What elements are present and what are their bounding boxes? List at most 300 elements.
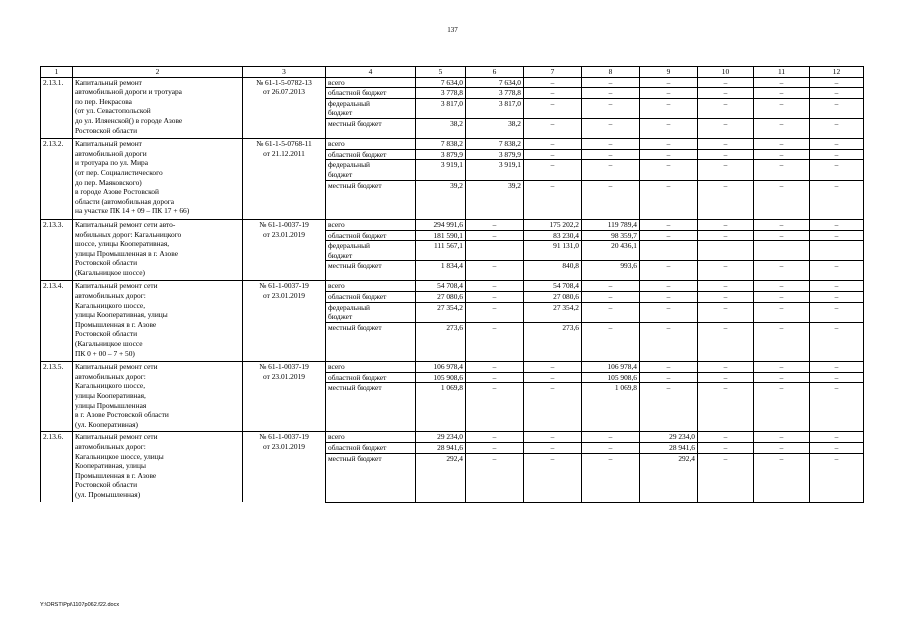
amount-cell: 119 789,4 — [582, 219, 640, 230]
amount-cell: 20 436,1 — [582, 241, 640, 261]
amount-cell: – — [640, 160, 698, 180]
amount-cell: 3 817,0 — [416, 98, 466, 118]
amount-cell: 38,2 — [416, 118, 466, 138]
amount-cell — [640, 241, 698, 261]
amount-cell: – — [466, 230, 524, 241]
amount-cell: – — [810, 443, 864, 454]
amount-cell: – — [810, 230, 864, 241]
description-line: Капитальный ремонт сети — [75, 362, 158, 372]
item-description — [73, 139, 243, 220]
amount-cell: 3 817,0 — [466, 98, 524, 118]
description-line: улицы Промышленная — [75, 400, 147, 410]
amount-cell: – — [754, 118, 810, 138]
amount-cell: 54 708,4 — [416, 281, 466, 292]
amount-cell: – — [466, 362, 524, 373]
reference-line: № 61-1-0037-19 — [259, 281, 309, 291]
amount-cell: – — [640, 383, 698, 432]
amount-cell: – — [810, 160, 864, 180]
amount-cell: – — [810, 219, 864, 230]
reference-line: от 26.07.2013 — [263, 87, 305, 97]
amount-cell: 294 991,6 — [416, 219, 466, 230]
description-line: Ростовской области — [75, 258, 138, 268]
page-number: 137 — [447, 26, 458, 34]
funding-source-line: областной бюджет — [328, 149, 387, 159]
amount-cell: 3 919,1 — [416, 160, 466, 180]
amount-cell: – — [754, 362, 810, 373]
amount-cell: 28 941,6 — [416, 443, 466, 454]
description-line: шоссе, улицы Кооперативная, — [75, 239, 170, 249]
description-line: (ул. Кооперативная) — [75, 419, 138, 429]
column-number: 4 — [326, 67, 416, 78]
amount-cell: – — [640, 322, 698, 361]
amount-cell: – — [640, 261, 698, 281]
amount-cell: – — [524, 372, 582, 383]
amount-cell: – — [582, 88, 640, 99]
amount-cell: – — [754, 149, 810, 160]
amount-cell: 27 080,6 — [524, 292, 582, 303]
budget-table — [40, 66, 864, 503]
amount-cell: – — [698, 281, 754, 292]
amount-cell: – — [640, 302, 698, 322]
amount-cell: – — [640, 180, 698, 219]
amount-cell: – — [582, 77, 640, 88]
amount-cell: 1 069,8 — [416, 383, 466, 432]
funding-source-line: бюджет — [328, 169, 353, 179]
amount-cell: – — [524, 453, 582, 502]
amount-cell: – — [754, 302, 810, 322]
amount-cell: 3 879,9 — [466, 149, 524, 160]
amount-cell: – — [582, 322, 640, 361]
amount-cell: – — [698, 160, 754, 180]
description-line: Кагальницкое шоссе, улицы — [75, 451, 164, 461]
amount-cell: – — [640, 88, 698, 99]
funding-source — [326, 281, 416, 292]
amount-cell: – — [810, 383, 864, 432]
description-line: Промышленная в г. Азове — [75, 470, 157, 480]
column-number: 2 — [73, 67, 243, 78]
funding-source-line: бюджет — [328, 250, 353, 260]
amount-cell: – — [524, 362, 582, 373]
amount-cell: 29 234,0 — [416, 432, 466, 443]
project-reference — [243, 362, 326, 432]
description-line: Капитальный ремонт — [75, 77, 142, 87]
amount-cell: 7 634,0 — [466, 77, 524, 88]
table-row — [41, 362, 864, 373]
funding-source — [326, 302, 416, 322]
amount-cell: – — [698, 98, 754, 118]
column-number: 12 — [810, 67, 864, 78]
amount-cell: – — [698, 383, 754, 432]
amount-cell: 292,4 — [640, 453, 698, 502]
amount-cell — [466, 241, 524, 261]
amount-cell: 1 834,4 — [416, 261, 466, 281]
amount-cell: 273,6 — [524, 322, 582, 361]
amount-cell: – — [640, 230, 698, 241]
item-number: 2.13.2. — [41, 139, 73, 220]
column-number: 9 — [640, 67, 698, 78]
amount-cell: 28 941,6 — [640, 443, 698, 454]
funding-source-line: бюджет — [328, 108, 353, 118]
amount-cell: – — [698, 292, 754, 303]
funding-source-line: всего — [328, 432, 345, 442]
table-row — [41, 281, 864, 292]
column-number: 3 — [243, 67, 326, 78]
amount-cell: – — [466, 292, 524, 303]
amount-cell: – — [754, 139, 810, 150]
funding-source — [326, 292, 416, 303]
amount-cell: – — [698, 77, 754, 88]
funding-source-line: областной бюджет — [328, 443, 387, 453]
funding-source — [326, 77, 416, 88]
amount-cell: 3 879,9 — [416, 149, 466, 160]
funding-source-line: всего — [328, 139, 345, 149]
amount-cell: 106 978,4 — [582, 362, 640, 373]
description-line: автомобильной дороги — [75, 148, 147, 158]
funding-source-line: местный бюджет — [328, 383, 382, 393]
funding-source — [326, 118, 416, 138]
project-reference — [243, 281, 326, 362]
amount-cell: 27 354,2 — [524, 302, 582, 322]
amount-cell: – — [640, 139, 698, 150]
amount-cell: – — [640, 372, 698, 383]
funding-source-line: местный бюджет — [328, 118, 382, 128]
amount-cell — [810, 241, 864, 261]
amount-cell: – — [698, 88, 754, 99]
amount-cell: – — [754, 281, 810, 292]
project-reference — [243, 219, 326, 281]
item-description — [73, 281, 243, 362]
amount-cell: – — [810, 261, 864, 281]
amount-cell: 105 908,6 — [416, 372, 466, 383]
funding-source — [326, 322, 416, 361]
funding-source — [326, 241, 416, 261]
amount-cell: – — [524, 77, 582, 88]
amount-cell: – — [466, 372, 524, 383]
amount-cell: – — [698, 219, 754, 230]
column-number: 11 — [754, 67, 810, 78]
amount-cell: – — [810, 322, 864, 361]
description-line: (Кагальницкое шоссе — [75, 339, 143, 349]
description-line: улицы Кооперативная, — [75, 391, 146, 401]
amount-cell: – — [810, 292, 864, 303]
amount-cell: – — [582, 302, 640, 322]
item-description — [73, 432, 243, 502]
amount-cell: – — [524, 383, 582, 432]
description-line: Кагальницкого шоссе, — [75, 300, 146, 310]
funding-source — [326, 383, 416, 432]
amount-cell: – — [582, 281, 640, 292]
amount-cell: 3 778,8 — [466, 88, 524, 99]
funding-source — [326, 160, 416, 180]
amount-cell: 3 778,8 — [416, 88, 466, 99]
funding-source — [326, 180, 416, 219]
amount-cell: – — [582, 453, 640, 502]
description-line: в г. Азове Ростовской области — [75, 410, 169, 420]
amount-cell: – — [810, 302, 864, 322]
description-line: Промышленная в г. Азове — [75, 319, 157, 329]
description-line: по пер. Некрасова — [75, 96, 132, 106]
amount-cell: – — [524, 88, 582, 99]
amount-cell: – — [582, 160, 640, 180]
description-line: в городе Азове Ростовской — [75, 187, 159, 197]
amount-cell: – — [810, 149, 864, 160]
funding-source-line: областной бюджет — [328, 88, 387, 98]
description-line: до ул. Иляенской() в городе Азове — [75, 115, 183, 125]
description-line: Капитальный ремонт сети — [75, 281, 158, 291]
funding-source-line: местный бюджет — [328, 180, 382, 190]
funding-source-line: всего — [328, 362, 345, 372]
amount-cell: – — [754, 77, 810, 88]
description-line: Ростовской области — [75, 329, 138, 339]
funding-source-line: бюджет — [328, 312, 353, 322]
amount-cell: – — [810, 180, 864, 219]
amount-cell: 106 978,4 — [416, 362, 466, 373]
description-line: автомобильной дороги и тротуара — [75, 87, 182, 97]
description-line: мобильных дорог: Кагальницкого — [75, 229, 182, 239]
amount-cell: – — [640, 118, 698, 138]
amount-cell: – — [698, 372, 754, 383]
amount-cell: – — [810, 362, 864, 373]
amount-cell: 3 919,1 — [466, 160, 524, 180]
amount-cell: – — [524, 160, 582, 180]
column-number: 8 — [582, 67, 640, 78]
funding-source — [326, 432, 416, 443]
amount-cell: – — [698, 149, 754, 160]
amount-cell: – — [524, 443, 582, 454]
amount-cell: – — [698, 432, 754, 443]
table-row — [41, 432, 864, 443]
amount-cell: 54 708,4 — [524, 281, 582, 292]
amount-cell — [698, 241, 754, 261]
amount-cell: 111 567,1 — [416, 241, 466, 261]
funding-source — [326, 362, 416, 373]
amount-cell: – — [698, 322, 754, 361]
funding-source — [326, 139, 416, 150]
description-line: Кооперативная, улицы — [75, 461, 146, 471]
amount-cell: – — [582, 149, 640, 160]
description-line: улицы Кооперативная, улицы — [75, 310, 168, 320]
amount-cell: – — [754, 219, 810, 230]
funding-source-line: федеральный — [328, 241, 370, 251]
amount-cell: – — [754, 180, 810, 219]
amount-cell: 7 634,0 — [416, 77, 466, 88]
funding-source — [326, 372, 416, 383]
amount-cell: 98 359,7 — [582, 230, 640, 241]
amount-cell: – — [754, 88, 810, 99]
description-line: до пер. Маяковского) — [75, 177, 142, 187]
amount-cell: – — [640, 292, 698, 303]
amount-cell: – — [466, 219, 524, 230]
table-row — [41, 219, 864, 230]
funding-source — [326, 443, 416, 454]
amount-cell: – — [466, 453, 524, 502]
amount-cell: – — [466, 383, 524, 432]
funding-source-line: федеральный — [328, 160, 370, 170]
reference-line: от 23.01.2019 — [263, 291, 305, 301]
funding-source-line: областной бюджет — [328, 230, 387, 240]
amount-cell: 292,4 — [416, 453, 466, 502]
amount-cell: – — [810, 281, 864, 292]
funding-source-line: областной бюджет — [328, 372, 387, 382]
amount-cell: – — [466, 281, 524, 292]
amount-cell: – — [810, 88, 864, 99]
item-number: 2.13.3. — [41, 219, 73, 281]
description-line: Ростовской области — [75, 125, 138, 135]
amount-cell: – — [754, 372, 810, 383]
amount-cell: – — [640, 362, 698, 373]
amount-cell: – — [524, 139, 582, 150]
project-reference — [243, 432, 326, 502]
description-line: (ул. Промышленная) — [75, 490, 141, 499]
amount-cell: – — [524, 98, 582, 118]
description-line: ПК 0 + 00 – 7 + 50) — [75, 348, 135, 358]
amount-cell: 7 838,2 — [416, 139, 466, 150]
amount-cell: – — [524, 432, 582, 443]
amount-cell: – — [524, 118, 582, 138]
amount-cell: – — [698, 139, 754, 150]
description-line: автомобильных дорог: — [75, 291, 146, 301]
funding-source-line: всего — [328, 281, 345, 291]
description-line: Ростовской области — [75, 480, 138, 490]
amount-cell: – — [754, 160, 810, 180]
item-description — [73, 219, 243, 281]
description-line: улицы Промышленная в г. Азове — [75, 248, 178, 258]
amount-cell: – — [810, 139, 864, 150]
reference-line: № 61-1-0037-19 — [259, 219, 309, 229]
funding-source-line: всего — [328, 219, 345, 229]
amount-cell: – — [754, 383, 810, 432]
amount-cell: – — [640, 149, 698, 160]
table-row — [41, 139, 864, 150]
funding-source-line: всего — [328, 77, 345, 87]
amount-cell: – — [582, 443, 640, 454]
table-row — [41, 77, 864, 88]
file-path: Y:\ORST\Ppi\1107p062.f22.docx — [40, 602, 120, 608]
amount-cell: 840,8 — [524, 261, 582, 281]
description-line: автомобильных дорог: — [75, 442, 146, 452]
funding-source — [326, 149, 416, 160]
amount-cell: 7 838,2 — [466, 139, 524, 150]
amount-cell: – — [754, 230, 810, 241]
column-number: 7 — [524, 67, 582, 78]
item-number: 2.13.1. — [41, 77, 73, 139]
amount-cell: – — [640, 77, 698, 88]
amount-cell: – — [582, 432, 640, 443]
amount-cell: 993,6 — [582, 261, 640, 281]
amount-cell: – — [640, 219, 698, 230]
description-line: Капитальный ремонт сети — [75, 432, 158, 442]
amount-cell: – — [466, 302, 524, 322]
amount-cell: – — [582, 180, 640, 219]
column-number: 10 — [698, 67, 754, 78]
project-reference — [243, 139, 326, 220]
amount-cell: – — [754, 292, 810, 303]
reference-line: № 61-1-0037-19 — [259, 362, 309, 372]
item-number: 2.13.6. — [41, 432, 73, 502]
amount-cell: 105 908,6 — [582, 372, 640, 383]
description-line: и тротуара по ул. Мира — [75, 158, 149, 168]
reference-line: № 61-1-0037-19 — [259, 432, 309, 442]
amount-cell: – — [698, 180, 754, 219]
amount-cell: – — [810, 98, 864, 118]
funding-source — [326, 453, 416, 502]
item-description — [73, 362, 243, 432]
amount-cell: – — [754, 443, 810, 454]
amount-cell: – — [524, 149, 582, 160]
reference-line: от 23.01.2019 — [263, 442, 305, 452]
reference-line: от 23.01.2019 — [263, 371, 305, 381]
funding-source-line: федеральный — [328, 98, 370, 108]
amount-cell: 175 202,2 — [524, 219, 582, 230]
column-number-row — [41, 67, 864, 78]
reference-line: от 21.12.2011 — [263, 148, 305, 158]
amount-cell: – — [582, 118, 640, 138]
amount-cell: – — [466, 322, 524, 361]
amount-cell: – — [466, 432, 524, 443]
amount-cell: – — [640, 98, 698, 118]
amount-cell: 1 069,8 — [582, 383, 640, 432]
amount-cell: 39,2 — [416, 180, 466, 219]
column-number: 5 — [416, 67, 466, 78]
description-line: (Кагальницкое шоссе) — [75, 267, 145, 277]
amount-cell: – — [582, 292, 640, 303]
funding-source — [326, 261, 416, 281]
reference-line: № 61-1-5-0782-13 — [256, 77, 312, 87]
amount-cell: – — [810, 432, 864, 443]
description-line: автомобильных дорог: — [75, 371, 146, 381]
amount-cell: – — [810, 372, 864, 383]
amount-cell: – — [754, 432, 810, 443]
amount-cell: 27 080,6 — [416, 292, 466, 303]
amount-cell: – — [754, 322, 810, 361]
amount-cell: – — [698, 230, 754, 241]
amount-cell: – — [582, 98, 640, 118]
funding-source-line: местный бюджет — [328, 261, 382, 271]
amount-cell: – — [698, 302, 754, 322]
amount-cell: 27 354,2 — [416, 302, 466, 322]
description-line: Капитальный ремонт сети авто- — [75, 219, 176, 229]
funding-source — [326, 230, 416, 241]
item-number: 2.13.4. — [41, 281, 73, 362]
funding-source-line: местный бюджет — [328, 453, 382, 463]
amount-cell: – — [754, 453, 810, 502]
funding-source — [326, 88, 416, 99]
amount-cell: – — [810, 118, 864, 138]
amount-cell: 181 590,1 — [416, 230, 466, 241]
amount-cell: 273,6 — [416, 322, 466, 361]
amount-cell: – — [698, 362, 754, 373]
project-reference — [243, 77, 326, 139]
amount-cell: – — [698, 118, 754, 138]
funding-source-line: федеральный — [328, 302, 370, 312]
amount-cell: – — [754, 261, 810, 281]
description-line: Кагальницкого шоссе, — [75, 381, 146, 391]
description-line: (от ул. Севастопольской — [75, 106, 151, 116]
amount-cell: – — [640, 281, 698, 292]
amount-cell: 39,2 — [466, 180, 524, 219]
amount-cell: – — [582, 139, 640, 150]
column-number: 6 — [466, 67, 524, 78]
funding-source — [326, 219, 416, 230]
reference-line: от 23.01.2019 — [263, 229, 305, 239]
funding-source-line: областной бюджет — [328, 292, 387, 302]
amount-cell — [754, 241, 810, 261]
description-line: (от пер. Социалистического — [75, 167, 163, 177]
amount-cell: – — [698, 453, 754, 502]
amount-cell: – — [466, 261, 524, 281]
funding-source-line: местный бюджет — [328, 322, 382, 332]
amount-cell: – — [810, 77, 864, 88]
